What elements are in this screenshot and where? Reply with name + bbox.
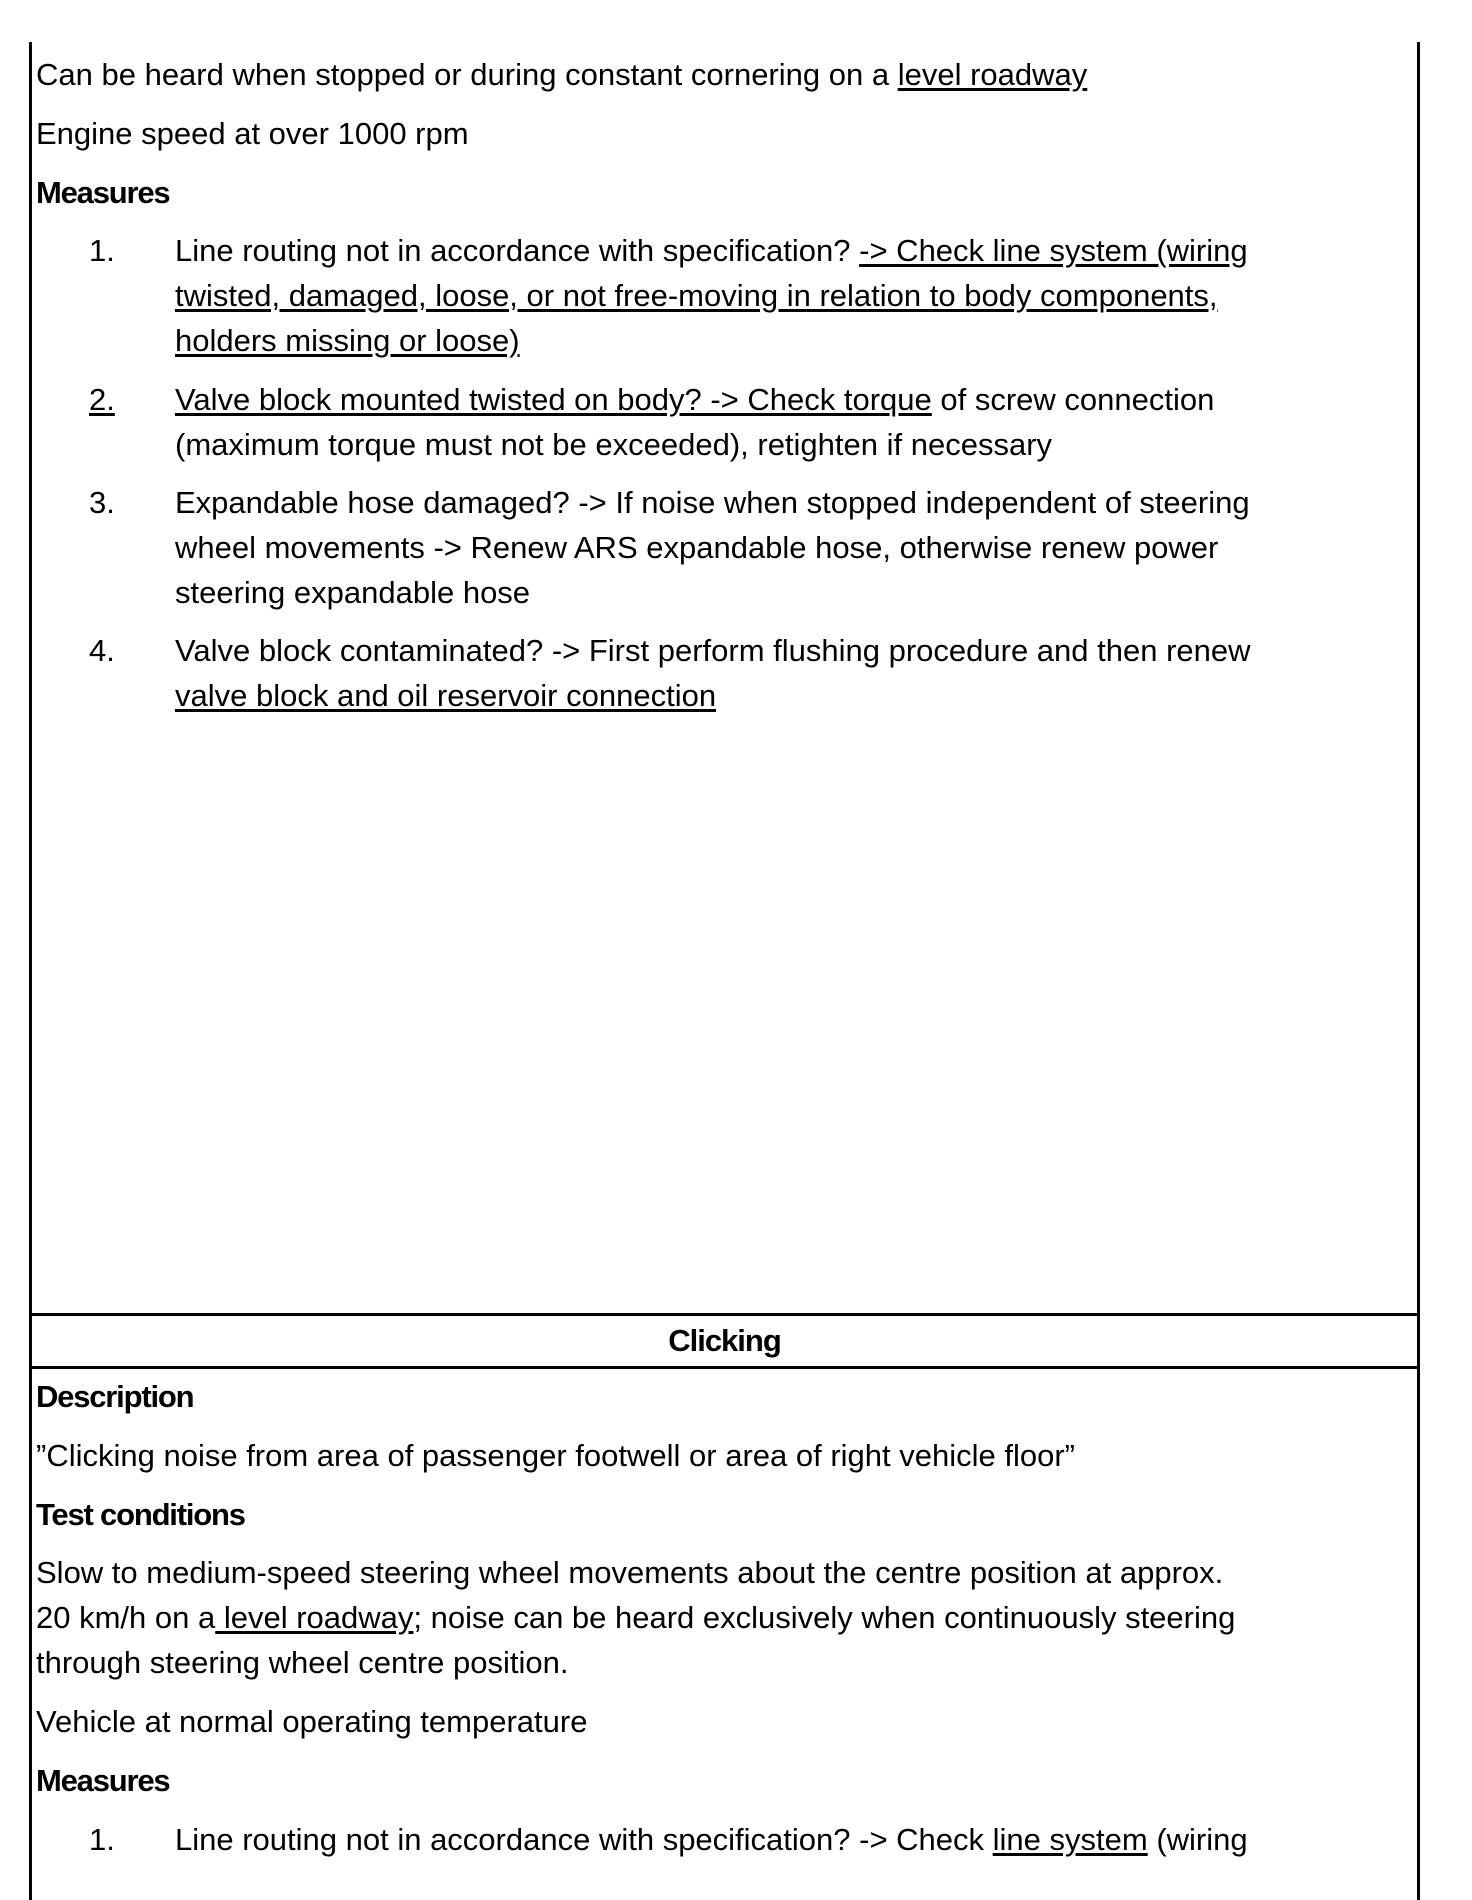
- test-conditions-heading: Test conditions: [36, 1497, 245, 1532]
- measure-item-1: [36, 228, 1406, 363]
- check-line-system-link[interactable]: -> Check line system (wiring: [859, 233, 1248, 268]
- section-title-clicking: Clicking: [668, 1323, 781, 1358]
- item-text: steering expandable hose: [175, 575, 531, 610]
- engine-speed-text: Engine speed at over 1000 rpm: [36, 116, 469, 151]
- check-line-system-link-cont[interactable]: twisted, damaged, loose, or not free-moving in relation to body components,: [175, 278, 1218, 313]
- test-conditions-text: ; noise can be heard exclusively when continuously steering: [413, 1600, 1236, 1635]
- test-conditions-text: Slow to medium-speed steering wheel movements about the centre position at approx.: [36, 1555, 1224, 1590]
- item-text: Valve block contaminated? -> First perform flushing procedure and then renew: [175, 633, 1251, 668]
- condition-text: Can be heard when stopped or during constant cornering on a: [36, 57, 898, 92]
- measures-heading: Measures: [36, 175, 170, 210]
- item-text: Line routing not in accordance with specification? -> Check: [175, 1822, 993, 1857]
- measures-heading-bottom-block: [36, 1758, 1406, 1803]
- item-number: 3.: [89, 485, 115, 520]
- operating-temperature-block: [36, 1699, 1406, 1744]
- measure-item-3: [36, 480, 1406, 615]
- check-torque-link[interactable]: Valve block mounted twisted on body? -> Check torque: [175, 382, 932, 417]
- right-border-line: [1417, 42, 1420, 1900]
- item-text: Line routing not in accordance with specification?: [175, 233, 860, 268]
- item-number: 1.: [89, 233, 115, 268]
- item-number-link[interactable]: 2.: [89, 382, 115, 417]
- description-text-block: [36, 1433, 1406, 1478]
- clicking-measure-item-1: [36, 1817, 1406, 1862]
- top-condition-line-1: [36, 52, 1406, 97]
- measures-heading: Measures: [36, 1763, 170, 1798]
- description-heading: Description: [36, 1379, 194, 1414]
- description-heading-block: [36, 1374, 1406, 1419]
- test-conditions-text: 20 km/h on a: [36, 1600, 216, 1635]
- measure-item-2: [36, 377, 1406, 467]
- measures-heading-top: [36, 170, 1406, 215]
- item-text: (maximum torque must not be exceeded), retighten if necessary: [175, 427, 1053, 462]
- item-text: of screw connection: [931, 382, 1215, 417]
- item-text: (wiring: [1147, 1822, 1248, 1857]
- item-text: Expandable hose damaged? -> If noise when stopped independent of steering: [175, 485, 1250, 520]
- check-line-system-link-cont[interactable]: holders missing or loose): [175, 323, 520, 358]
- operating-temperature-text: Vehicle at normal operating temperature: [36, 1704, 588, 1739]
- valve-block-link[interactable]: valve block and oil reservoir connection: [175, 678, 717, 713]
- item-number: 1.: [89, 1822, 115, 1857]
- line-system-link[interactable]: line system: [992, 1822, 1148, 1857]
- left-border-line: [29, 42, 32, 1900]
- level-roadway-link[interactable]: level roadway: [897, 57, 1088, 92]
- test-conditions-heading-block: [36, 1492, 1406, 1537]
- level-roadway-link[interactable]: level roadway: [215, 1600, 414, 1635]
- item-text: wheel movements -> Renew ARS expandable hose, otherwise renew power: [175, 530, 1219, 565]
- test-conditions-text: through steering wheel centre position.: [36, 1645, 569, 1680]
- description-text: ”Clicking noise from area of passenger footwell or area of right vehicle floor”: [36, 1438, 1075, 1473]
- test-conditions-text-block: [36, 1550, 1406, 1685]
- section-divider-bottom: [29, 1366, 1420, 1369]
- measure-item-4: [36, 628, 1406, 718]
- top-condition-line-2: [36, 111, 1406, 156]
- item-number: 4.: [89, 633, 115, 668]
